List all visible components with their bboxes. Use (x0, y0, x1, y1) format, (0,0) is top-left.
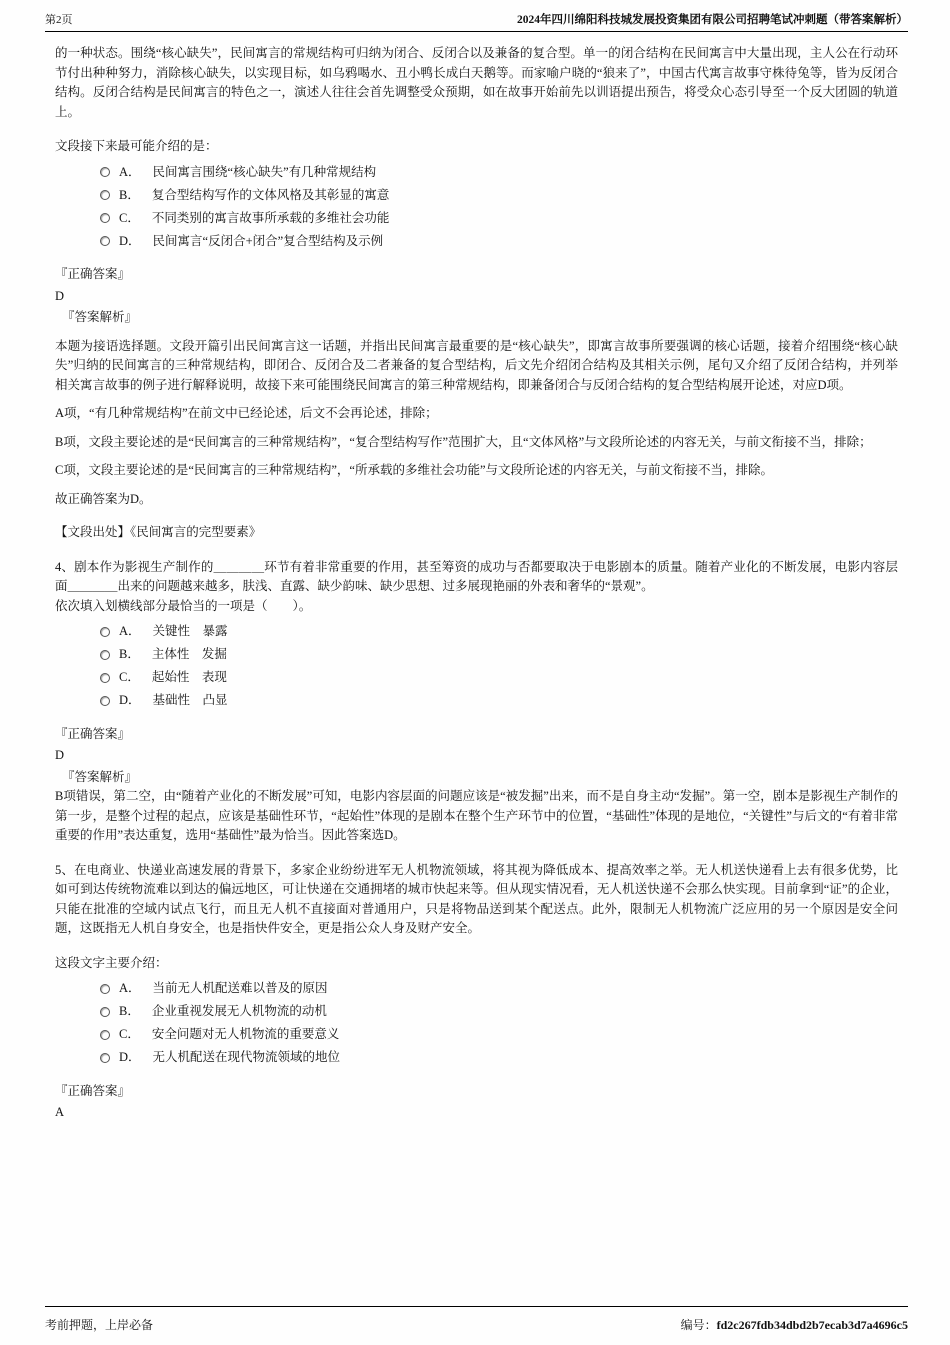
analysis-label: 『答案解析』 (62, 769, 138, 784)
radio-button[interactable] (100, 190, 110, 200)
page-header (45, 0, 908, 32)
radio-button[interactable] (100, 167, 110, 177)
radio-button[interactable] (100, 627, 110, 637)
option-row[interactable] (100, 691, 898, 711)
document-title: 2024年四川绵阳科技城发展投资集团有限公司招聘笔试冲刺题（带答案解析） (517, 14, 908, 26)
option-text: 基础性 凸显 (152, 693, 228, 707)
correct-answer-value: A (55, 1105, 65, 1119)
option-letter: A． (119, 981, 141, 995)
option-text: 无人机配送在现代物流领域的地位 (152, 1050, 341, 1064)
option-row[interactable] (100, 1048, 898, 1068)
option-text: 主体性 发掘 (151, 647, 227, 661)
analysis-paragraph: B项，文段主要论述的是“民间寓言的三种常规结构”，“复合型结构写作”范围扩大，且“文体风格”与文段所论述的内容无关，与前文衔接不当，排除； (55, 434, 872, 449)
question-stem: 这段文字主要介绍： (55, 955, 168, 970)
page-number: 第2页 (45, 14, 73, 26)
radio-button[interactable] (100, 1053, 110, 1063)
radio-button[interactable] (100, 1007, 110, 1017)
option-letter: B． (119, 187, 140, 202)
analysis-label: 『答案解析』 (62, 310, 138, 324)
correct-answer-value: D (55, 748, 65, 762)
options-group-q3 (55, 163, 898, 252)
option-row[interactable] (100, 1002, 898, 1022)
passage-paragraph: 的一种状态。围绕“核心缺失”，民间寓言的常规结构可归纳为闭合、反闭合以及兼备的复合型。单一的闭合结构在民间寓言中大量出现，主人公在行动环节付出种种努力，消除核心缺失，以实现目标，如乌鸦喝水、丑小鸭长成白天鹅等。而家喻户晓的“狼来了”，中国古代寓言故事守株待兔等，皆为反闭合结构。反闭合结构是民间寓言的特色之一，演述人往往会首先调整受众预期，如在故事开始前先以训语提出预告，将受众心态引导至一个反大团圆的轨道上。 (55, 46, 898, 119)
option-text: 复合型结构写作的文体风格及其彰显的寓意 (151, 187, 390, 202)
serial-label: 编号： (680, 1318, 717, 1332)
option-row[interactable] (100, 232, 898, 252)
option-letter: D． (119, 693, 141, 707)
option-letter: A． (119, 624, 141, 638)
question-instruction: 依次填入划横线部分最恰当的一项是（ ）。 (55, 598, 312, 613)
option-text: 起始性 表现 (151, 670, 227, 684)
radio-button[interactable] (100, 696, 110, 706)
option-letter: A． (119, 164, 141, 179)
option-row[interactable] (100, 209, 898, 229)
option-letter: D． (119, 233, 141, 248)
radio-button[interactable] (100, 650, 110, 660)
source-line: 【文段出处】《民间寓言的完型要素》 (55, 525, 262, 539)
analysis-paragraph: A项，“有几种常规结构”在前文中已经论述，后文不会再论述，排除； (55, 406, 438, 420)
radio-button[interactable] (100, 213, 110, 223)
correct-answer-value: D (55, 288, 65, 303)
option-row[interactable] (100, 163, 898, 183)
option-row[interactable] (100, 645, 898, 665)
serial-value: fd2c267fdb34dbd2b7ecab3d7a4696c5 (716, 1318, 908, 1332)
option-text: 关键性 暴露 (152, 624, 228, 638)
radio-button[interactable] (100, 236, 110, 246)
option-text: 当前无人机配送难以普及的原因 (152, 981, 328, 995)
option-letter: D． (119, 1050, 141, 1064)
option-text: 民间寓言围绕“核心缺失”有几种常规结构 (152, 164, 377, 179)
option-row[interactable] (100, 622, 898, 642)
option-row[interactable] (100, 186, 898, 206)
option-letter: B． (119, 647, 140, 661)
analysis-paragraph: B项错误，第二空，由“随着产业化的不断发展”可知，电影内容层面的问题应该是“被发掘”出来，而不是自身主动“发掘”。第一空，剧本是影视生产制作的第一步，是整个过程的起点，应该是基础性环节，“起始性”体现的是剧本在整个生产环节中的位置，“基础性”体现的是地位，“关键性”与后文的“有着非常重要的作用”表达重复，选用“基础性”最为恰当。因此答案选D。 (55, 789, 898, 842)
analysis-paragraph: 故正确答案为D。 (55, 491, 152, 506)
page-footer (45, 1306, 908, 1333)
footer-slogan: 考前押题，上岸必备 (45, 1318, 154, 1332)
option-letter: C． (119, 1027, 140, 1041)
analysis-paragraph: C项，文段主要论述的是“民间寓言的三种常规结构”，“所承载的多维社会功能”与文段所论述的内容无关，与前文衔接不当，排除。 (55, 463, 774, 477)
options-group-q5 (55, 979, 898, 1068)
option-letter: B． (119, 1004, 140, 1018)
option-text: 安全问题对无人机物流的重要意义 (151, 1027, 340, 1041)
correct-answer-label: 『正确答案』 (55, 267, 131, 281)
option-text: 民间寓言“反闭合+闭合”复合型结构及示例 (152, 233, 384, 248)
question-passage: 5、在电商业、快递业高速发展的背景下，多家企业纷纷进军无人机物流领域，将其视为降低成本、提高效率之举。无人机送快递看上去有很多优势，比如可到达传统物流难以到达的偏远地区，可让快递在交通拥堵的城市快起来等。但从现实情况看，无人机送快递不会那么快实现。目前拿到“证”的企业，只能在批准的空域内试点飞行，而且无人机不直接面对普通用户，只是将物品送到某个配送点。此外，限制无人机物流广泛应用的另一个原因是安全问题，这既指无人机自身安全，也是指快件安全，更是指公众人身及财产安全。 (55, 862, 898, 935)
radio-button[interactable] (100, 984, 110, 994)
option-letter: C． (119, 670, 140, 684)
option-row[interactable] (100, 668, 898, 688)
option-row[interactable] (100, 979, 898, 999)
radio-button[interactable] (100, 1030, 110, 1040)
option-text: 不同类别的寓言故事所承载的多维社会功能 (151, 210, 390, 225)
option-text: 企业重视发展无人机物流的动机 (151, 1004, 327, 1018)
document-body (55, 44, 898, 1123)
radio-button[interactable] (100, 673, 110, 683)
options-group-q4 (55, 622, 898, 711)
footer-serial (681, 1316, 908, 1333)
option-letter: C． (119, 210, 140, 225)
analysis-paragraph: 本题为接语选择题。文段开篇引出民间寓言这一话题，并指出民间寓言最重要的是“核心缺失”，即寓言故事所要强调的核心话题，接着介绍围绕“核心缺失”归纳的民间寓言的三种常规结构，即闭合、反闭合及二者兼备的复合型结构，后文先介绍闭合结构及其相关示例，尾句又介绍了反闭合结构，并列举相关寓言故事的例子进行解释说明，故接下来可能围绕民间寓言的第三种常规结构，即兼备闭合与反闭合结构的复合型结构展开论述，对应D项。 (55, 338, 898, 392)
option-row[interactable] (100, 1025, 898, 1045)
correct-answer-label: 『正确答案』 (55, 726, 131, 741)
question-stem: 文段接下来最可能介绍的是： (55, 139, 218, 153)
correct-answer-label: 『正确答案』 (55, 1083, 131, 1098)
question-passage: 4、剧本作为影视生产制作的＿＿＿＿环节有着非常重要的作用，甚至筹资的成功与否都要取决于电影剧本的质量。随着产业化的不断发展，电影内容层面＿＿＿＿出来的问题越来越多，肤浅、直露、缺少韵味、缺少思想、过多展现艳丽的外表和奢华的“景观”。 (55, 559, 898, 593)
